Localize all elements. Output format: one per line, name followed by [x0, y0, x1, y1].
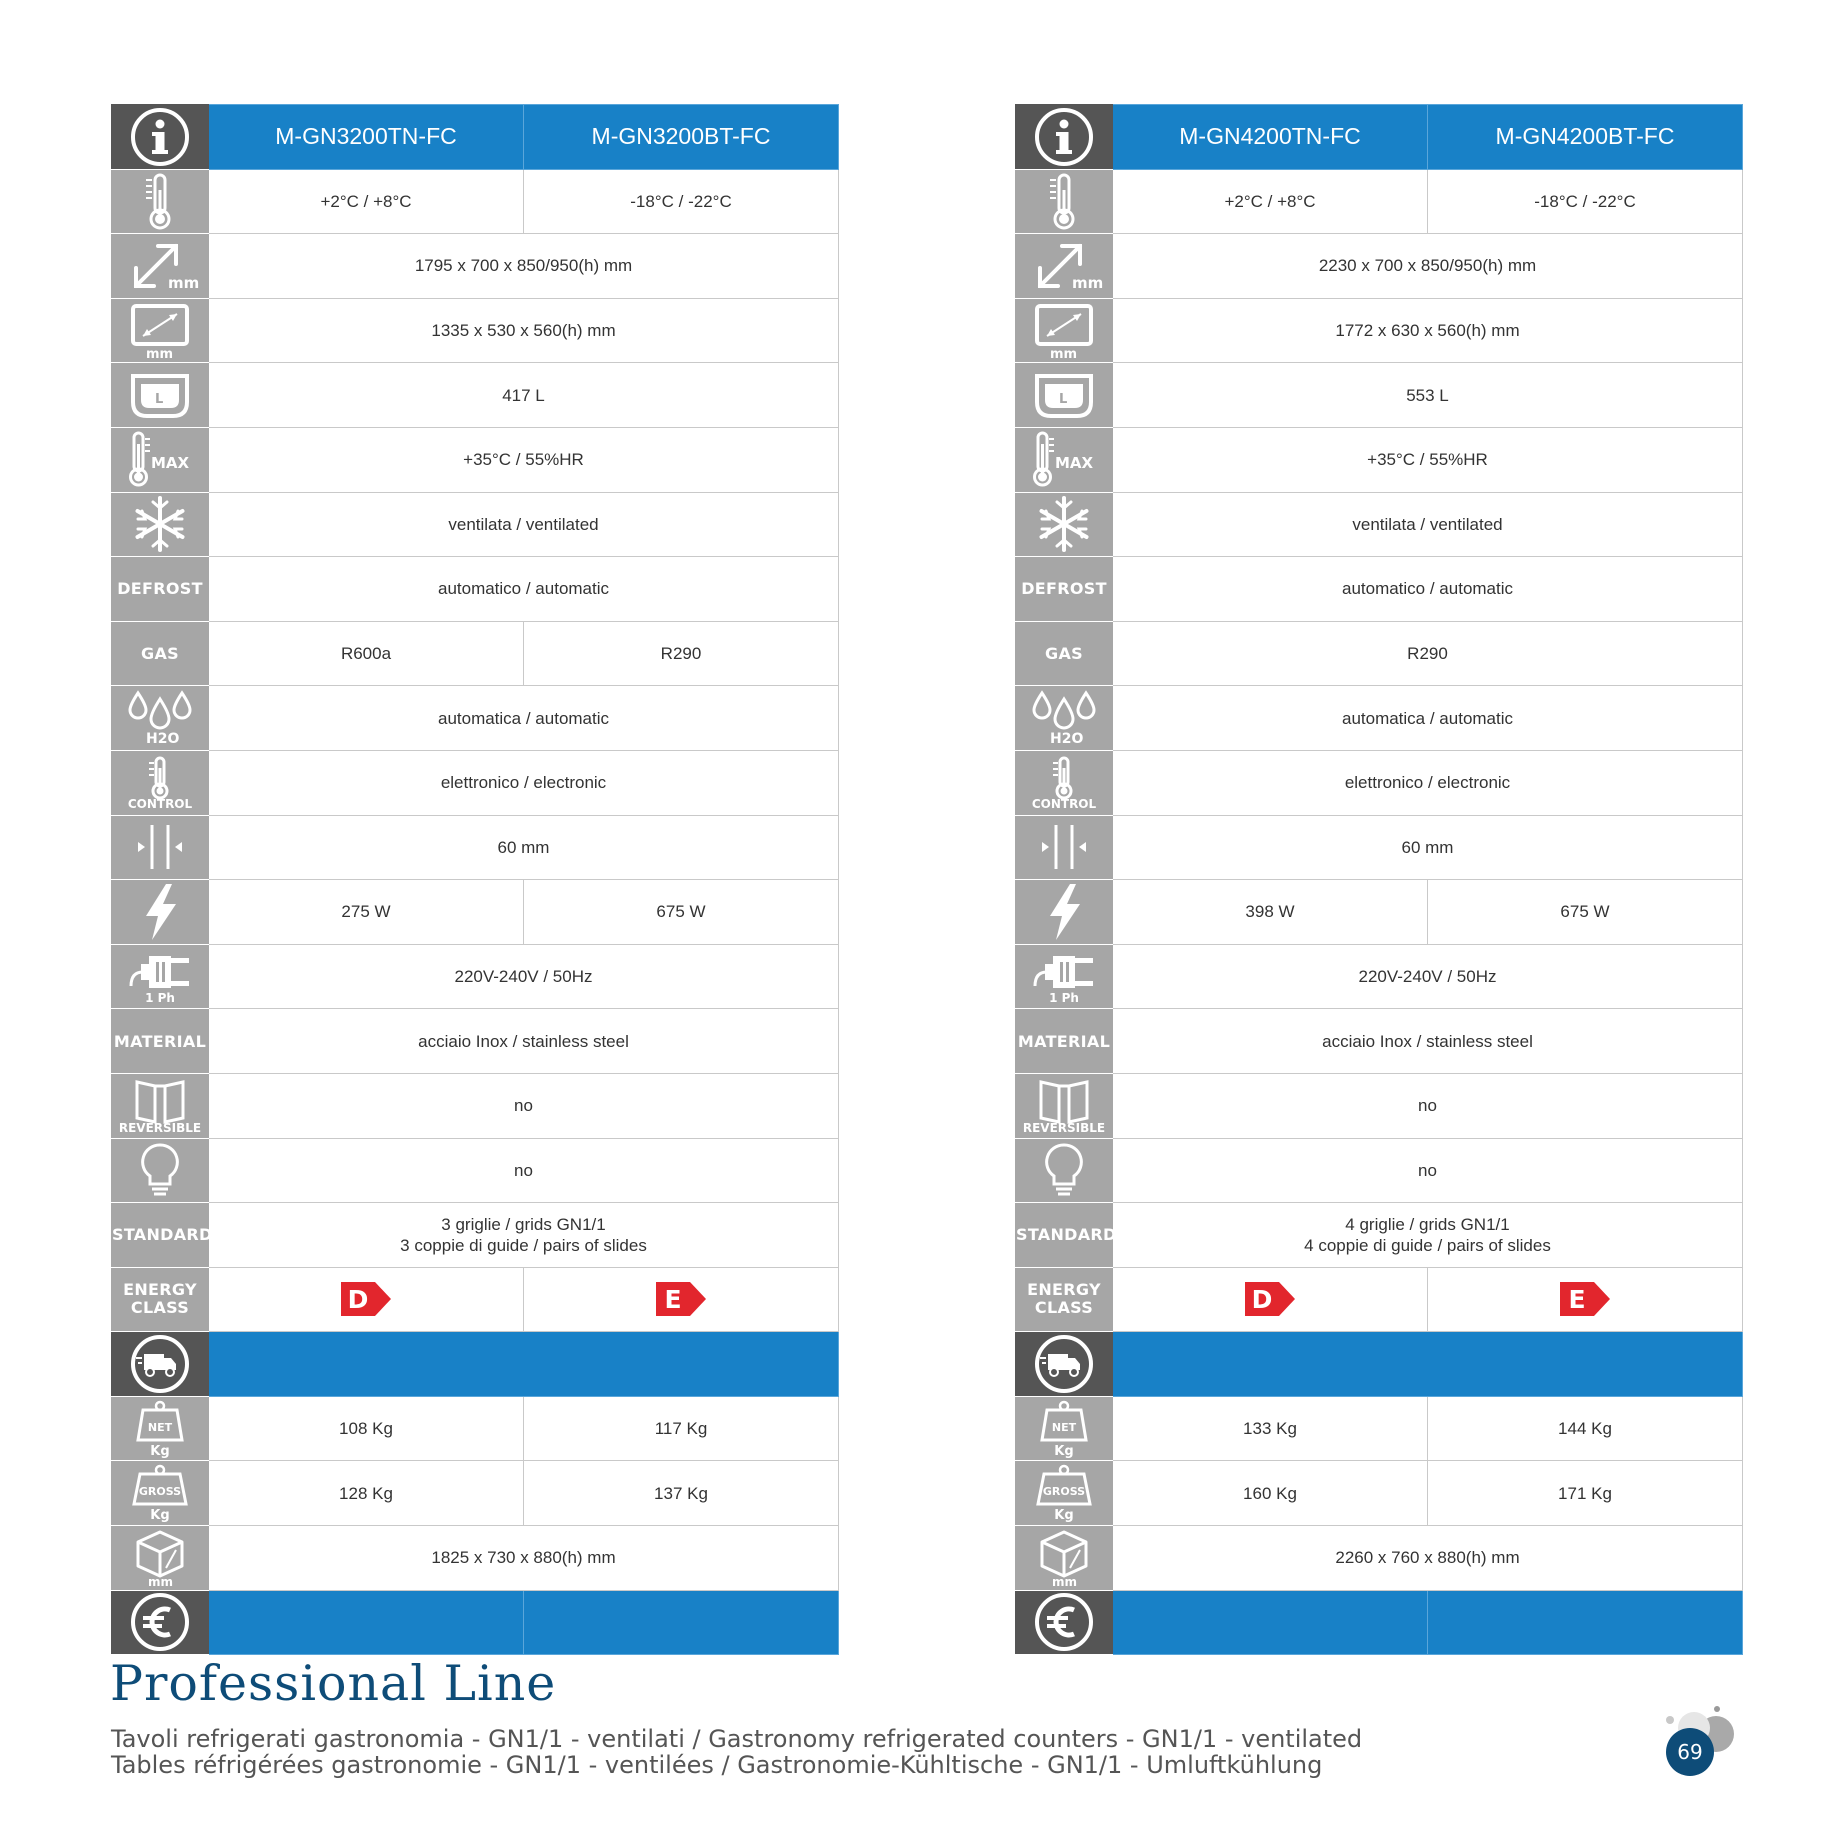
water-drops-icon	[1016, 689, 1112, 747]
delivery-truck-icon	[112, 1334, 208, 1394]
cooling-row	[1016, 492, 1743, 557]
evaporation-value: automatica / automatic	[209, 686, 839, 751]
standard-row	[1016, 1203, 1743, 1268]
svg-text:MAX: MAX	[151, 453, 190, 472]
svg-text:mm: mm	[168, 273, 200, 292]
defrost-value: automatico / automatic	[209, 557, 839, 622]
standard-row	[112, 1203, 839, 1268]
internal-dimensions-icon	[1016, 302, 1112, 360]
control-thermometer-icon-cell	[1016, 750, 1113, 815]
shipping-header-row	[112, 1332, 839, 1397]
material-label-cell	[112, 1009, 209, 1074]
package-box-icon-cell	[112, 1526, 209, 1591]
climate-class-row	[112, 427, 839, 492]
standard-value	[1113, 1203, 1743, 1268]
lightning-icon-cell	[112, 880, 209, 945]
external-dimensions-icon-cell	[112, 234, 209, 299]
svg-text:Kg: Kg	[150, 1508, 170, 1524]
light-row	[112, 1138, 839, 1203]
defrost-label: DEFROST	[117, 579, 203, 599]
net-weight-value: 108 Kg	[209, 1396, 524, 1461]
package-box-icon	[112, 1528, 208, 1588]
page-number: 69	[1666, 1728, 1714, 1776]
model-name: M-GN4200TN-FC	[1113, 105, 1428, 170]
euro-icon-cell	[112, 1590, 209, 1655]
page-subtitle: Tables réfrigérées gastronomie - GN1/1 - ventilées / Gastronomie-Kühltische - GN1/1 - Umluftkühlung	[111, 1751, 1323, 1779]
evaporation-row	[1016, 686, 1743, 751]
net-weight-icon-cell	[1016, 1396, 1113, 1461]
water-drops-icon	[112, 689, 208, 747]
gas-row	[1016, 621, 1743, 686]
plug-icon	[112, 950, 208, 994]
internal-dimensions-value: 1335 x 530 x 560(h) mm	[209, 298, 839, 363]
power-value: 675 W	[1428, 880, 1743, 945]
internal-dimensions-row	[1016, 298, 1743, 363]
water-drops-icon-cell	[1016, 686, 1113, 751]
voltage-value: 220V-240V / 50Hz	[209, 944, 839, 1009]
energy-class-label-cell	[1016, 1267, 1113, 1332]
gas-row	[112, 621, 839, 686]
insulation-icon-cell	[112, 815, 209, 880]
snowflake-icon	[1016, 494, 1112, 554]
gross-weight-value: 160 Kg	[1113, 1461, 1428, 1526]
svg-text:E: E	[1568, 1285, 1586, 1315]
gas-label: GAS	[141, 644, 179, 664]
capacity-row	[112, 363, 839, 428]
capacity-icon	[112, 370, 208, 420]
gross-weight-icon-cell	[1016, 1461, 1113, 1526]
energy-class-badge	[656, 1282, 706, 1316]
price-cell	[1113, 1590, 1428, 1655]
lightning-icon-cell	[1016, 880, 1113, 945]
gas-value: R290	[524, 621, 839, 686]
cooling-value: ventilata / ventilated	[1113, 492, 1743, 557]
gross-weight-icon	[1016, 1464, 1112, 1522]
climate-class-value: +35°C / 55%HR	[209, 427, 839, 492]
energy-class-badge	[1560, 1282, 1610, 1316]
svg-text:mm: mm	[148, 1574, 174, 1589]
price-row	[1016, 1590, 1743, 1655]
climate-class-icon-cell	[1016, 427, 1113, 492]
svg-text:MAX: MAX	[1055, 453, 1094, 472]
climate-class-row	[1016, 427, 1743, 492]
standard-label: STANDARD	[1016, 1225, 1117, 1245]
net-weight-row	[1016, 1396, 1743, 1461]
defrost-label-cell	[112, 557, 209, 622]
info-icon	[1016, 107, 1112, 167]
internal-dimensions-icon	[112, 302, 208, 360]
light-row	[1016, 1138, 1743, 1203]
defrost-row	[1016, 557, 1743, 622]
packing-dimensions-row	[112, 1526, 839, 1591]
light-value: no	[1113, 1138, 1743, 1203]
energy-label: ENERGY	[1027, 1280, 1101, 1300]
energy-class-badge	[1245, 1282, 1295, 1316]
gross-weight-row	[1016, 1461, 1743, 1526]
page-number-badge	[1656, 1702, 1736, 1782]
gross-weight-icon	[112, 1464, 208, 1522]
plug-icon	[1016, 950, 1112, 994]
gas-label-cell	[112, 621, 209, 686]
power-row	[1016, 880, 1743, 945]
packing-dimensions-value: 2260 x 760 x 880(h) mm	[1113, 1526, 1743, 1591]
phase-label: 1 Ph	[145, 990, 175, 1005]
light-bulb-icon	[1016, 1142, 1112, 1198]
model-name: M-GN4200BT-FC	[1428, 105, 1743, 170]
class-label: CLASS	[130, 1298, 190, 1318]
material-label: MATERIAL	[113, 1031, 207, 1051]
reversible-value: no	[1113, 1073, 1743, 1138]
delivery-truck-icon	[1016, 1334, 1112, 1394]
voltage-value: 220V-240V / 50Hz	[1113, 944, 1743, 1009]
decorative-dot	[1714, 1706, 1720, 1712]
svg-text:GROSS: GROSS	[138, 1485, 182, 1499]
water-drops-icon-cell	[112, 686, 209, 751]
plug-icon-cell	[112, 944, 209, 1009]
insulation-icon	[1016, 822, 1112, 872]
svg-text:L: L	[1059, 392, 1068, 408]
gross-weight-value: 137 Kg	[524, 1461, 839, 1526]
energy-label: ENERGY	[123, 1280, 197, 1300]
snowflake-icon-cell	[112, 492, 209, 557]
standard-label-cell	[112, 1203, 213, 1268]
standard-line: 3 coppie di guide / pairs of slides	[400, 1235, 647, 1255]
packing-dimensions-row	[1016, 1526, 1743, 1591]
material-label-cell	[1016, 1009, 1113, 1074]
standard-line: 4 coppie di guide / pairs of slides	[1304, 1235, 1551, 1255]
reversible-label: REVERSIBLE	[118, 1120, 202, 1135]
reversible-row	[1016, 1073, 1743, 1138]
euro-icon-cell	[1016, 1590, 1113, 1655]
phase-label: 1 Ph	[1049, 990, 1079, 1005]
euro-icon	[1016, 1592, 1112, 1652]
defrost-label: DEFROST	[1021, 579, 1107, 599]
svg-text:H2O: H2O	[1050, 731, 1084, 748]
defrost-label-cell	[1016, 557, 1113, 622]
snowflake-icon	[112, 494, 208, 554]
net-weight-icon	[112, 1400, 208, 1458]
capacity-value: 553 L	[1113, 363, 1743, 428]
cooling-row	[112, 492, 839, 557]
model-name: M-GN3200BT-FC	[524, 105, 839, 170]
standard-line: 3 griglie / grids GN1/1	[441, 1214, 606, 1234]
light-bulb-icon-cell	[112, 1138, 209, 1203]
reversible-value: no	[209, 1073, 839, 1138]
power-value: 275 W	[209, 880, 524, 945]
evaporation-value: automatica / automatic	[1113, 686, 1743, 751]
net-weight-value: 144 Kg	[1428, 1396, 1743, 1461]
insulation-row	[1016, 815, 1743, 880]
energy-class-row	[112, 1267, 839, 1332]
external-dimensions-value: 1795 x 700 x 850/950(h) mm	[209, 234, 839, 299]
material-value: acciaio Inox / stainless steel	[1113, 1009, 1743, 1074]
control-row	[112, 750, 839, 815]
material-value: acciaio Inox / stainless steel	[209, 1009, 839, 1074]
insulation-value: 60 mm	[209, 815, 839, 880]
shipping-header	[1113, 1332, 1743, 1397]
svg-text:Kg: Kg	[1054, 1443, 1074, 1459]
standard-value	[209, 1203, 839, 1268]
svg-text:mm: mm	[1050, 346, 1078, 362]
thermometer-icon-cell	[112, 169, 209, 234]
external-dimensions-icon	[112, 238, 208, 294]
power-value: 398 W	[1113, 880, 1428, 945]
insulation-icon	[112, 822, 208, 872]
lightning-icon	[1016, 882, 1112, 942]
door-icon	[1016, 1078, 1112, 1124]
material-row	[112, 1009, 839, 1074]
control-thermometer-icon	[112, 756, 208, 800]
svg-text:mm: mm	[1052, 1574, 1078, 1589]
model-row	[112, 105, 839, 170]
delivery-truck-icon-cell	[112, 1332, 209, 1397]
climate-class-icon	[112, 430, 208, 490]
model-name: M-GN3200TN-FC	[209, 105, 524, 170]
energy-class-value	[1428, 1267, 1743, 1332]
material-label: MATERIAL	[1017, 1031, 1111, 1051]
material-row	[1016, 1009, 1743, 1074]
control-value: elettronico / electronic	[1113, 750, 1743, 815]
temperature-value: +2°C / +8°C	[1113, 169, 1428, 234]
svg-text:GROSS: GROSS	[1042, 1485, 1086, 1499]
reversible-label: REVERSIBLE	[1022, 1120, 1106, 1135]
energy-class-value	[209, 1267, 524, 1332]
gas-label: GAS	[1045, 644, 1083, 664]
energy-class-badge	[341, 1282, 391, 1316]
net-weight-value: 133 Kg	[1113, 1396, 1428, 1461]
control-value: elettronico / electronic	[209, 750, 839, 815]
insulation-icon-cell	[1016, 815, 1113, 880]
standard-label-cell	[1016, 1203, 1117, 1268]
temperature-value: +2°C / +8°C	[209, 169, 524, 234]
svg-text:E: E	[664, 1285, 682, 1315]
insulation-row	[112, 815, 839, 880]
door-icon-cell	[1016, 1073, 1113, 1138]
temperature-value: -18°C / -22°C	[524, 169, 839, 234]
temperature-row	[1016, 169, 1743, 234]
page-title: Professional Line	[110, 1655, 557, 1712]
spec-table-right	[1015, 104, 1743, 1655]
external-dimensions-row	[1016, 234, 1743, 299]
gross-weight-value: 128 Kg	[209, 1461, 524, 1526]
svg-text:mm: mm	[1072, 273, 1104, 292]
euro-icon	[112, 1592, 208, 1652]
energy-class-value	[524, 1267, 839, 1332]
svg-text:Kg: Kg	[1054, 1508, 1074, 1524]
light-value: no	[209, 1138, 839, 1203]
external-dimensions-icon	[1016, 238, 1112, 294]
control-row	[1016, 750, 1743, 815]
insulation-value: 60 mm	[1113, 815, 1743, 880]
page-subtitle: Tavoli refrigerati gastronomia - GN1/1 - ventilati / Gastronomy refrigerated counters - GN1/1 - ventilated	[111, 1725, 1363, 1753]
capacity-row	[1016, 363, 1743, 428]
temperature-value: -18°C / -22°C	[1428, 169, 1743, 234]
external-dimensions-value: 2230 x 700 x 850/950(h) mm	[1113, 234, 1743, 299]
door-icon	[112, 1078, 208, 1124]
package-box-icon-cell	[1016, 1526, 1113, 1591]
svg-text:H2O: H2O	[146, 731, 180, 748]
thermometer-icon	[1016, 172, 1112, 230]
svg-text:Kg: Kg	[150, 1443, 170, 1459]
control-label: CONTROL	[1031, 796, 1097, 811]
energy-class-value	[1113, 1267, 1428, 1332]
cooling-value: ventilata / ventilated	[209, 492, 839, 557]
capacity-icon-cell	[1016, 363, 1113, 428]
shipping-header-row	[1016, 1332, 1743, 1397]
svg-text:L: L	[155, 392, 164, 408]
control-label: CONTROL	[127, 796, 193, 811]
energy-class-row	[1016, 1267, 1743, 1332]
net-weight-row	[112, 1396, 839, 1461]
external-dimensions-row	[112, 234, 839, 299]
package-box-icon	[1016, 1528, 1112, 1588]
internal-dimensions-row	[112, 298, 839, 363]
lightning-icon	[112, 882, 208, 942]
svg-text:NET: NET	[147, 1420, 173, 1434]
climate-class-value: +35°C / 55%HR	[1113, 427, 1743, 492]
control-thermometer-icon-cell	[112, 750, 209, 815]
voltage-row	[1016, 944, 1743, 1009]
svg-text:D: D	[1251, 1285, 1273, 1315]
info-icon-cell	[112, 105, 209, 170]
evaporation-row	[112, 686, 839, 751]
price-cell	[1428, 1590, 1743, 1655]
voltage-row	[112, 944, 839, 1009]
power-row	[112, 880, 839, 945]
svg-text:D: D	[347, 1285, 369, 1315]
price-row	[112, 1590, 839, 1655]
svg-text:mm: mm	[146, 346, 174, 362]
thermometer-icon	[112, 172, 208, 230]
light-bulb-icon-cell	[1016, 1138, 1113, 1203]
gas-value: R290	[1113, 621, 1743, 686]
spec-table-left	[111, 104, 839, 1655]
external-dimensions-icon-cell	[1016, 234, 1113, 299]
plug-icon-cell	[1016, 944, 1113, 1009]
shipping-header	[209, 1332, 839, 1397]
gas-label-cell	[1016, 621, 1113, 686]
climate-class-icon-cell	[112, 427, 209, 492]
snowflake-icon-cell	[1016, 492, 1113, 557]
net-weight-icon-cell	[112, 1396, 209, 1461]
gas-value: R600a	[209, 621, 524, 686]
temperature-row	[112, 169, 839, 234]
info-icon-cell	[1016, 105, 1113, 170]
capacity-icon-cell	[112, 363, 209, 428]
capacity-icon	[1016, 370, 1112, 420]
class-label: CLASS	[1034, 1298, 1094, 1318]
internal-dimensions-icon-cell	[1016, 298, 1113, 363]
price-cell	[524, 1590, 839, 1655]
reversible-row	[112, 1073, 839, 1138]
model-row	[1016, 105, 1743, 170]
net-weight-value: 117 Kg	[524, 1396, 839, 1461]
thermometer-icon-cell	[1016, 169, 1113, 234]
door-icon-cell	[112, 1073, 209, 1138]
energy-class-label-cell	[112, 1267, 209, 1332]
info-icon	[112, 107, 208, 167]
standard-label: STANDARD	[112, 1225, 213, 1245]
internal-dimensions-value: 1772 x 630 x 560(h) mm	[1113, 298, 1743, 363]
gross-weight-row	[112, 1461, 839, 1526]
light-bulb-icon	[112, 1142, 208, 1198]
packing-dimensions-value: 1825 x 730 x 880(h) mm	[209, 1526, 839, 1591]
climate-class-icon	[1016, 430, 1112, 490]
delivery-truck-icon-cell	[1016, 1332, 1113, 1397]
capacity-value: 417 L	[209, 363, 839, 428]
price-cell	[209, 1590, 524, 1655]
gross-weight-icon-cell	[112, 1461, 209, 1526]
gross-weight-value: 171 Kg	[1428, 1461, 1743, 1526]
defrost-row	[112, 557, 839, 622]
power-value: 675 W	[524, 880, 839, 945]
control-thermometer-icon	[1016, 756, 1112, 800]
decorative-dot	[1666, 1716, 1674, 1724]
svg-text:NET: NET	[1051, 1420, 1077, 1434]
defrost-value: automatico / automatic	[1113, 557, 1743, 622]
internal-dimensions-icon-cell	[112, 298, 209, 363]
standard-line: 4 griglie / grids GN1/1	[1345, 1214, 1510, 1234]
net-weight-icon	[1016, 1400, 1112, 1458]
